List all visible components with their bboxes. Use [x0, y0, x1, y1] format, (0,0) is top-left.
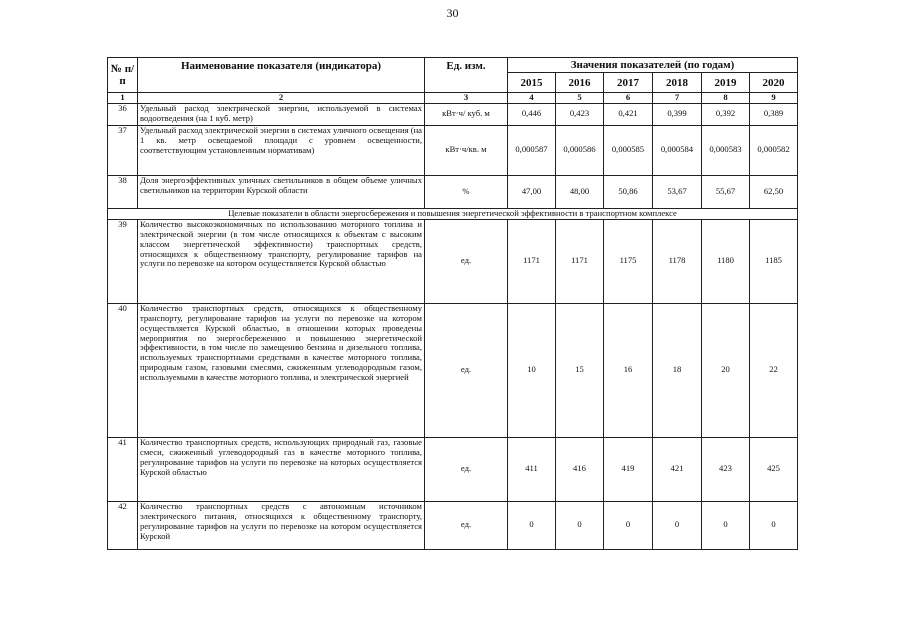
year-value: 0,421 — [604, 103, 653, 125]
indicator-name: Доля энергоэффективных уличных светильников в общем объеме уличных светильников на территории Курской области — [138, 175, 425, 208]
year-value: 53,67 — [653, 175, 702, 208]
section-title-row — [108, 208, 798, 219]
year-value: 411 — [508, 437, 556, 501]
row-number: 42 — [108, 501, 138, 549]
unit: ед. — [425, 437, 508, 501]
row-number: 36 — [108, 103, 138, 125]
year-value: 1171 — [508, 219, 556, 303]
indicator-name: Количество транспортных средств, относящихся к общественному транспорту, регулирование тарифов на услуги по перевозке на котором осуществляется Курской областью, в отношении которых проведены мероприятия по энергосбережению и повышению энергетической эффективности, в том числе по замещению бензина и дизельного топлива, используемых транспортными средствами в качестве моторного топлива, природным газом, газовыми смесями, сжиженным углеводородным газом, используемыми в качестве моторного топлива, и электрической энергией — [138, 303, 425, 437]
year-value: 425 — [750, 437, 798, 501]
table-row — [108, 501, 798, 549]
column-number: 2 — [138, 93, 425, 104]
year-value: 0 — [556, 501, 604, 549]
year-header: 2016 — [556, 73, 604, 93]
column-number: 8 — [702, 93, 750, 104]
table-body — [108, 93, 798, 550]
year-value: 0 — [653, 501, 702, 549]
indicator-name: Удельный расход электрической энергии в системах уличного освещения (на 1 кв. метр освещаемой площади с уровнем освещенности, соответствующим установленным нормативам) — [138, 125, 425, 175]
year-value: 0,000584 — [653, 125, 702, 175]
year-value: 0,392 — [702, 103, 750, 125]
year-value: 0,000582 — [750, 125, 798, 175]
unit: ед. — [425, 303, 508, 437]
year-header: 2015 — [508, 73, 556, 93]
year-value: 50,86 — [604, 175, 653, 208]
year-header: 2018 — [653, 73, 702, 93]
year-header: 2019 — [702, 73, 750, 93]
year-value: 1178 — [653, 219, 702, 303]
table-row — [108, 437, 798, 501]
row-number: 38 — [108, 175, 138, 208]
year-header: 2017 — [604, 73, 653, 93]
table-header — [108, 58, 798, 93]
indicator-name: Удельный расход электрической энергии, используемой в системах водоотведения (на 1 куб. метр) — [138, 103, 425, 125]
year-value: 421 — [653, 437, 702, 501]
year-value: 419 — [604, 437, 653, 501]
year-value: 20 — [702, 303, 750, 437]
year-value: 1175 — [604, 219, 653, 303]
table-row — [108, 303, 798, 437]
year-value: 1171 — [556, 219, 604, 303]
year-value: 423 — [702, 437, 750, 501]
column-number: 6 — [604, 93, 653, 104]
indicators-table — [107, 57, 798, 550]
year-value: 0 — [702, 501, 750, 549]
year-value: 0,000587 — [508, 125, 556, 175]
table-row — [108, 175, 798, 208]
year-value: 0 — [750, 501, 798, 549]
row-number: 39 — [108, 219, 138, 303]
year-value: 0,389 — [750, 103, 798, 125]
page-number: 30 — [446, 6, 459, 20]
unit-header: Ед. изм. — [425, 58, 508, 93]
column-number: 9 — [750, 93, 798, 104]
year-value: 10 — [508, 303, 556, 437]
year-value: 1180 — [702, 219, 750, 303]
year-value: 0,000583 — [702, 125, 750, 175]
year-value: 47,00 — [508, 175, 556, 208]
year-value: 0,000585 — [604, 125, 653, 175]
unit: % — [425, 175, 508, 208]
year-value: 0,446 — [508, 103, 556, 125]
year-header: 2020 — [750, 73, 798, 93]
table-row — [108, 125, 798, 175]
year-value: 62,50 — [750, 175, 798, 208]
column-number-row — [108, 93, 798, 104]
name-header: Наименование показателя (индикатора) — [138, 58, 425, 93]
table-row — [108, 219, 798, 303]
year-value: 16 — [604, 303, 653, 437]
column-number: 3 — [425, 93, 508, 104]
row-number: 40 — [108, 303, 138, 437]
row-number: 41 — [108, 437, 138, 501]
year-value: 18 — [653, 303, 702, 437]
year-value: 0,423 — [556, 103, 604, 125]
year-value: 55,67 — [702, 175, 750, 208]
indicator-name: Количество транспортных средств с автономным источником электрического питания, относящихся к общественному транспорту, регулирование тарифов на услуги по перевозке на котором осуществляется Курской — [138, 501, 425, 549]
row-number: 37 — [108, 125, 138, 175]
unit: кВт·ч/ куб. м — [425, 103, 508, 125]
column-number: 5 — [556, 93, 604, 104]
year-value: 15 — [556, 303, 604, 437]
year-value: 0,399 — [653, 103, 702, 125]
table-row — [108, 103, 798, 125]
indicator-name: Количество высокоэкономичных по использованию моторного топлива и электрической энергии (в том числе относящихся к объектам с высоким классом энергетической эффективности) транспортных средств, относящихся к общественному транспорту, регулирование тарифов на услуги по перевозке на котором осуществляется Курской областью — [138, 219, 425, 303]
year-value: 416 — [556, 437, 604, 501]
column-number: 7 — [653, 93, 702, 104]
column-number: 1 — [108, 93, 138, 104]
section-title: Целевые показатели в области энергосбережения и повышения энергетической эффективности в транспортном комплексе — [108, 208, 798, 219]
unit: кВт·ч/кв. м — [425, 125, 508, 175]
num-header: № п/п — [108, 58, 138, 93]
year-value: 22 — [750, 303, 798, 437]
unit: ед. — [425, 219, 508, 303]
year-value: 0,000586 — [556, 125, 604, 175]
year-value: 0 — [508, 501, 556, 549]
year-value: 48,00 — [556, 175, 604, 208]
column-number: 4 — [508, 93, 556, 104]
year-value: 1185 — [750, 219, 798, 303]
values-header: Значения показателей (по годам) — [508, 58, 798, 73]
year-value: 0 — [604, 501, 653, 549]
indicator-name: Количество транспортных средств, использующих природный газ, газовые смеси, сжиженный углеводородный газ в качестве моторного топлива, регулирование тарифов на услуги по перевозке на которых осуществляется Курской областью — [138, 437, 425, 501]
unit: ед. — [425, 501, 508, 549]
